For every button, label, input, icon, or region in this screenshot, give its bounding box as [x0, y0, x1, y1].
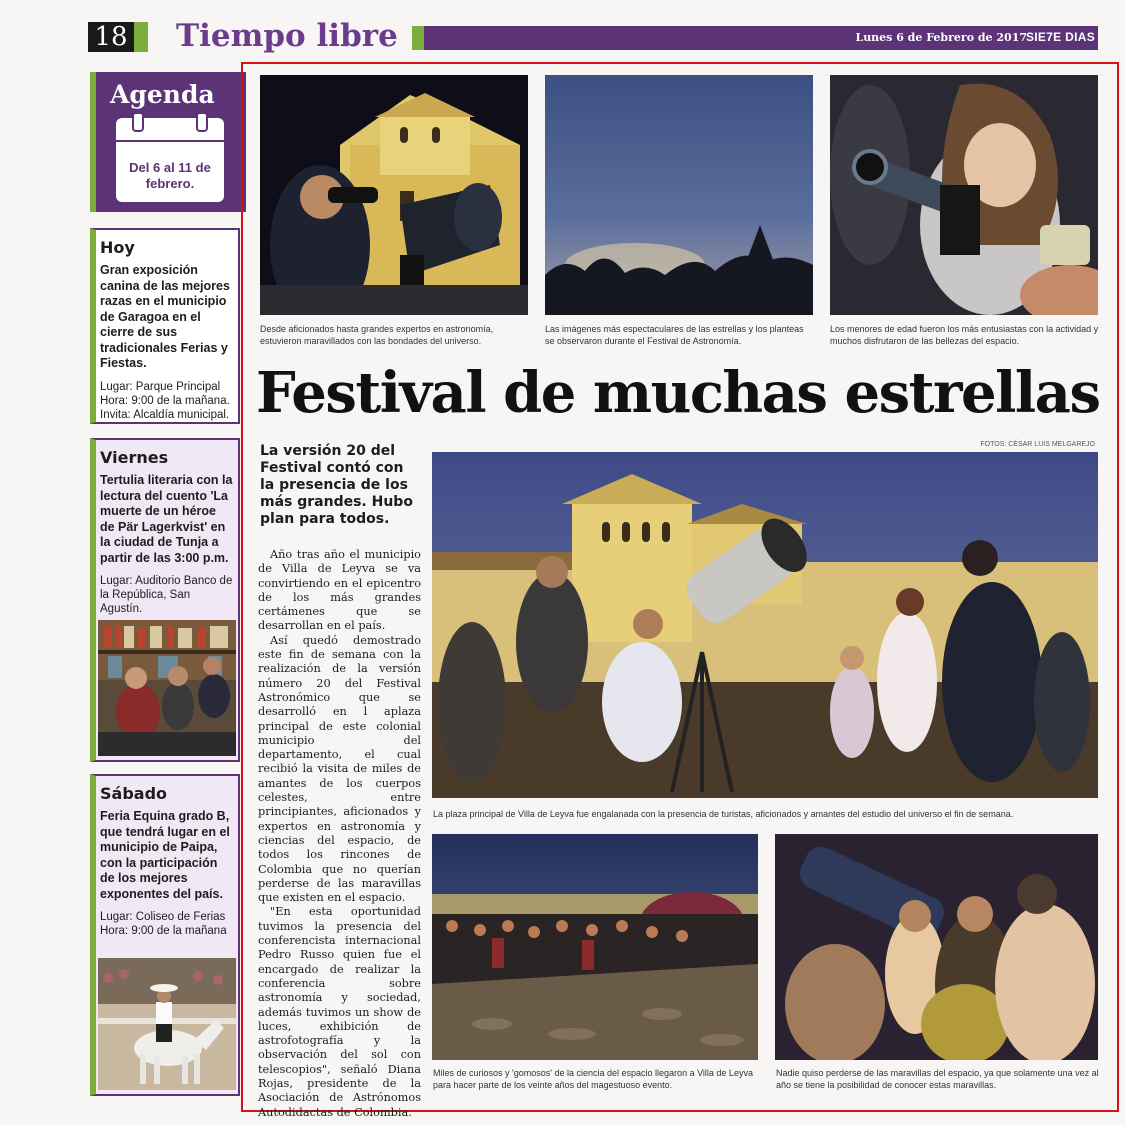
crowd-night-photo [432, 834, 758, 1060]
card-info [100, 574, 234, 616]
photo2-caption: Las imágenes más espectaculares de las estrellas y los planteas se observaron durante el Festival de Astronomía. [545, 324, 804, 346]
page-number-accent [134, 22, 148, 52]
section-title: Tiempo libre [176, 18, 398, 54]
agenda-title: Agenda [110, 80, 215, 109]
photo-credit: FOTOS: CÉSAR LUIS MELGAREJO [980, 441, 1095, 448]
bottom-right-caption: Nadie quiso perderse de las maravillas del espacio, ya que solamente una vez al año se tiene la posibilidad de conocer estas maravillas. [776, 1068, 1099, 1090]
main-photo-caption: La plaza principal de Villa de Leyva fue engalanada con la presencia de turistas, aficionados y amantes del estudio del universo el fin de semana. [433, 809, 1014, 819]
card-info-line: Lugar: Coliseo de Ferias [100, 911, 226, 923]
card-heading: Viernes [100, 448, 169, 467]
card-info [100, 380, 234, 422]
body-paragraph: "En esta oportunidad tuvimos la presencia del conferencista internacional Pedro Russo quien fue el encargado de realizar la conferencia sobre astronomía y sociedad, además tuvimos un show de luces, exhibición de astrofotografía y la observación del sol con telescopios", señaló Diana Rojas, presidente de la Asociación de Astrónomos Autodidactas de Colombia. [258, 905, 421, 1119]
card-body: Tertulia literaria con la lectura del cuento 'La muerte de un héroe de Pär Lagerkvist' en la ciudad de Tunja a partir de las 3:00 p.m. [100, 473, 233, 565]
photo1-caption: Desde aficionados hasta grandes expertos en astronomía, estuvieron maravillados con las bondades del universo. [260, 324, 494, 346]
body-paragraph: Así quedó demostrado este fin de semana con la realización de la versión número 20 del Festival Astronómico que se desarrolló en l aplaza principal de este colonial municipio del departamento, el cual recibió la visita de miles de amantes de los cuerpos celestes, entre principiantes, aficionados y expertos en astronomía y ciencias del espacio, de todos los rincones de Colombia que no querían perderse de las maravillas que existen en el espacio. [258, 633, 421, 905]
card-info-line: Hora: 9:00 de la mañana. [100, 394, 230, 407]
telescope-man-photo [260, 75, 528, 315]
night-sky-photo [545, 75, 813, 315]
issue-date: Lunes 6 de Febrero de 2017 [855, 31, 1027, 44]
card-info [100, 910, 234, 938]
calendar-ring-icon [132, 112, 144, 132]
brand-name: SIE7E DIAS [1025, 30, 1095, 44]
photo3-caption: Los menores de edad fueron los más entusiastas con la actividad y muchos disfrutaron de las bellezas del espacio. [830, 324, 1099, 346]
library-photo [98, 620, 236, 756]
page-number: 18 [88, 22, 134, 52]
agenda-card-hoy [90, 228, 240, 424]
calendar-divider [116, 140, 224, 142]
bottom-left-caption: Miles de curiosos y 'gomosos' de la ciencia del espacio llegaron a Villa de Leyva para hacer parte de los veinte años del magestuoso evento. [433, 1068, 753, 1090]
card-info-line: Lugar: Parque Principal [100, 380, 221, 393]
plaza-main-photo [432, 452, 1098, 798]
card-info-line: Lugar: Auditorio Banco de la República, San Agustín. [100, 575, 233, 615]
girl-telescope-photo [830, 75, 1098, 315]
horse-photo [98, 958, 236, 1090]
article-body [258, 548, 421, 1120]
card-heading: Hoy [100, 238, 135, 257]
card-heading: Sábado [100, 784, 168, 803]
telescope-crowd-photo [775, 834, 1098, 1060]
card-body: Gran exposición canina de las mejores razas en el municipio de Garagoa en el cierre de sus tradicionales Ferias y Fiestas. [100, 263, 230, 370]
agenda-dates: Del 6 al 11 de febrero. [129, 160, 211, 191]
card-info-line: Hora: 9:00 de la mañana [100, 925, 227, 937]
header-band-accent [412, 26, 424, 50]
headline: Festival de muchas estrellas [256, 360, 1100, 426]
body-paragraph: Año tras año el municipio de Villa de Leyva se va convirtiendo en el epicentro de los más grandes certámenes que se desarrollan en el país. [258, 548, 421, 633]
card-info-line: Invita: Alcaldía municipal. [100, 408, 230, 421]
card-body: Feria Equina grado B, que tendrá lugar en el municipio de Paipa, con la participación de los mejores exponentes del país. [100, 809, 230, 901]
calendar-ring-icon [196, 112, 208, 132]
article-lead: La versión 20 del Festival contó con la presencia de los más grandes. Hubo plan para todos. [260, 443, 413, 527]
